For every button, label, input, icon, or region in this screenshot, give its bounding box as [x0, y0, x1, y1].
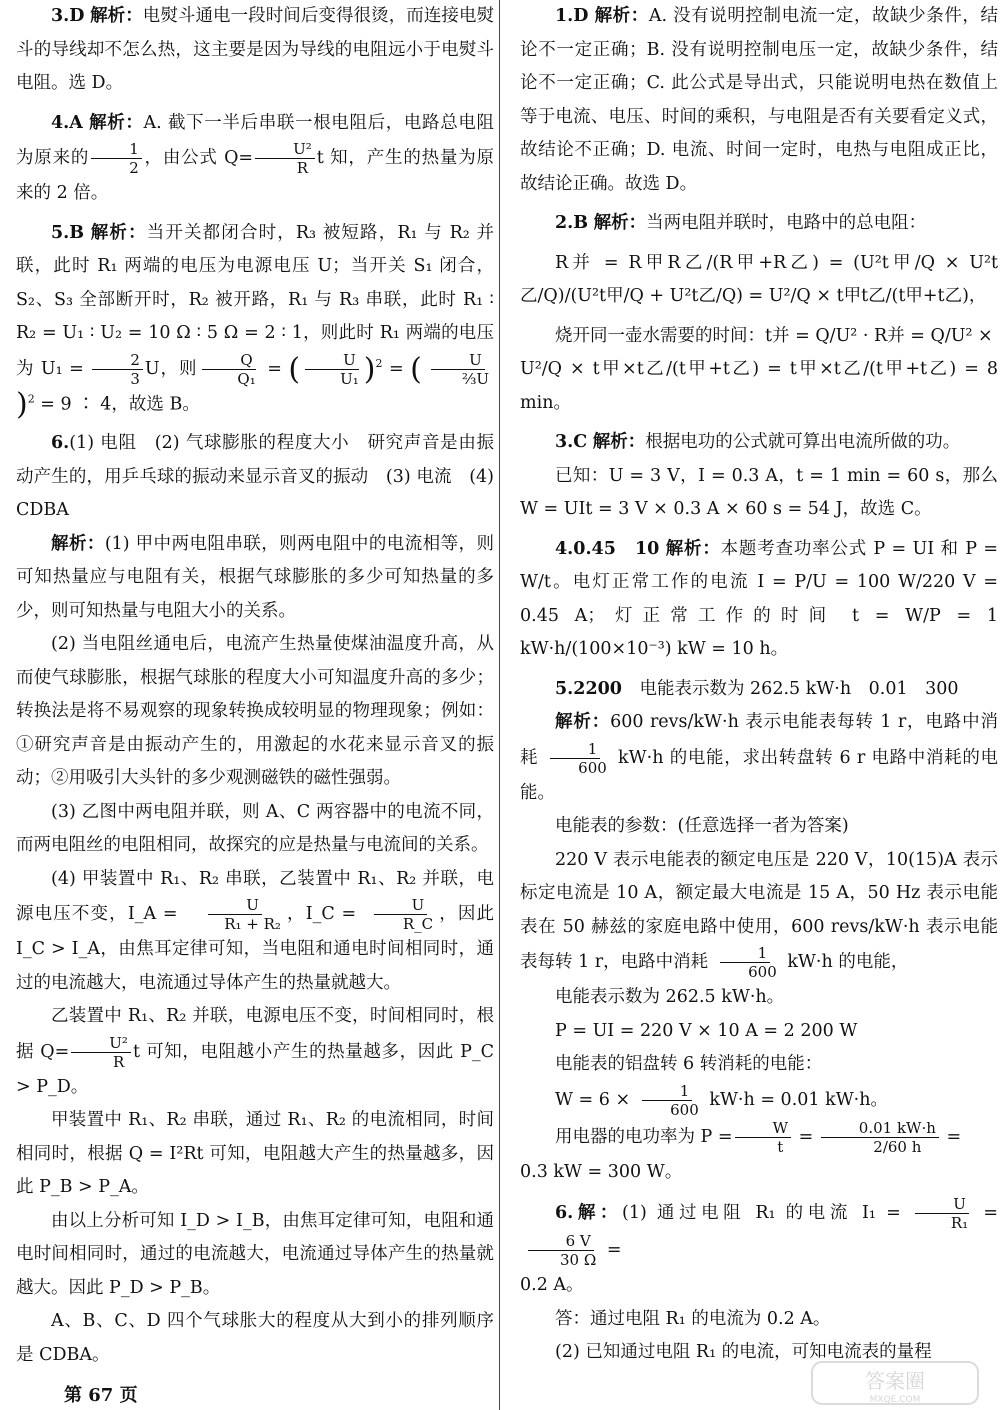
column-divider — [499, 0, 500, 1410]
q3r-text-2: 已知：U = 3 V，I = 0.3 A，t = 1 min = 60 s，那么 W = UIt = 3 V × 0.3 A × 60 s = 54 J，故选 C。 — [520, 465, 998, 519]
fraction — [540, 740, 610, 777]
right-column — [520, 0, 998, 1370]
left-q6 — [16, 427, 494, 528]
frac-den: Q₁ — [237, 369, 256, 388]
q6r-text-5: 答：通过电阻 R₁ 的电流为 0.2 A。 — [555, 1308, 831, 1329]
q5r-text-13: = — [940, 1126, 962, 1147]
a1-text: (1) 甲中两电阻串联，则两电阻中的电流相等，则可知热量应与电阻有关，根据气球膨胀的多少可知热量的多少，则可知热量与电阻大小的关系。 — [16, 533, 494, 621]
q5r-text-8: 电能表的铝盘转 6 转消耗的电能： — [555, 1054, 823, 1074]
fraction — [199, 351, 258, 388]
paren: ( — [410, 351, 422, 387]
a5-text-1: 乙装置中 R₁、R₂ 并联，电源电压不变，时间相同时，根据 Q= — [16, 1006, 494, 1062]
q4-text-1: A. 截下一半后串联一根电阻后，电路总电阻为原来的 — [16, 112, 494, 168]
right-q1 — [520, 0, 998, 201]
frac-den: t — [777, 1137, 784, 1156]
q5r-text-2: kW·h 的电能，求出转盘转 6 r 电路中消耗的电能。 — [520, 747, 998, 803]
fraction — [710, 944, 780, 981]
right-q4 — [520, 533, 998, 667]
right-q5 — [520, 673, 998, 707]
q5r-answer: 电能表示数为 262.5 kW·h 0.01 300 — [639, 678, 959, 699]
left-a3: (3) 乙图中两电阻并联，则 A、C 两容器中的电流不同，而两电阻丝的电阻相同，故探究的应是热量与电流间的关系。 — [16, 801, 494, 856]
q2-label: 解析： — [593, 213, 647, 233]
q2-text-2: 烧开同一壶水需要的时间：t并 = Q/U² · R并 = Q/U² × — [555, 325, 993, 346]
q6r-text-1: (1) 通过电阻 R₁ 的电流 I₁ = — [622, 1203, 911, 1223]
q5r-text-6: 电能表示数为 262.5 kW·h。 — [555, 987, 785, 1007]
q5r-text-9: W = 6 × — [555, 1089, 631, 1110]
q4-text-3: t 知，产生的热量为原来的 2 倍。 — [16, 148, 495, 203]
q5-text-1: 当开关都闭合时，R₃ 被短路，R₁ 与 R₂ 并联，此时 R₁ 两端的电压为电源电压 U；当开关 S₁ 闭合，S₂、S₃ 全部断开时，R₂ 被开路，R₁ 与 R₃ 串联，此时 R₁ ∶ R₂ = U₁ ∶ U₂ = 10 Ω ∶ 5 Ω = 2 ∶ 1，则此时 R₁ 两端的电压为 U₁ = — [16, 222, 494, 379]
q5r-text-3: 电能表的参数：(任意选择一者为答案) — [555, 816, 849, 836]
frac-den: U₁ — [340, 369, 359, 388]
q5r-label: 解析： — [555, 712, 611, 732]
frac-den: R — [112, 1052, 125, 1071]
frac-num: U — [915, 1195, 969, 1214]
q4r-label: 解析： — [665, 538, 721, 559]
right-q2 — [520, 207, 998, 241]
right-q5-p — [520, 1119, 998, 1156]
left-a6: 甲装置中 R₁、R₂ 串联，通过 R₁、R₂ 的电流相同，时间相同时，根据 Q = I²Rt 可知，电阻越大产生的热量越多，因此 P_B > P_A。 — [16, 1110, 494, 1198]
paren: ) — [16, 386, 28, 422]
frac-den: R — [296, 159, 309, 177]
q3r-label: 解析： — [592, 432, 646, 452]
left-q5: 5.B 解析：当开关都闭合时，R₃ 被短路，R₁ 与 R₂ 并联，此时 R₁ 两端的电压为电源电压 U；当开关 S₁ 闭合，S₂、S₃ 全部断开时，R₂ 被开路，R₁ 与 R₃ 串联，此时 R₁ ∶ R₂ = U₁ ∶ U₂ = 10 Ω ∶ 5 Ω = 2 ∶ 1，则此时 R₁ 两端的电压为 U₁ = $\frac{2}{3}$ U，则 $\frac{Q}{\text{Q₁}}$ = ( $\frac{U}{\text{U₁}}$ )$^2$ = ( $\frac{U}{\text{⅔U}}$ )$^2$ = 9 ∶ 4，故选 B。 — [16, 222, 494, 422]
fraction — [735, 1119, 791, 1156]
q5r-text-14: 0.3 kW = 300 W。 — [520, 1161, 683, 1182]
right-q6 — [520, 1195, 998, 1269]
frac-den: R₁ + R₂ — [224, 915, 281, 934]
left-q3 — [16, 0, 494, 101]
q2-text: 当两电阻并联时，电路中的总电阻： — [646, 213, 927, 233]
q6-answer: (1) 电阻 (2) 气球膨胀的程度大小 研究声音是由振动产生的，用乒乓球的振动来显示音叉的振动 (3) 电流 (4) CDBA — [16, 433, 494, 521]
a4-text-2: ，I_C = — [285, 904, 363, 925]
frac-num: U — [208, 896, 262, 915]
fraction — [255, 140, 315, 177]
fraction — [186, 896, 284, 933]
right-q5-analysis — [520, 706, 998, 810]
a4-text-1: (4) 甲装置中 R₁、R₂ 串联，乙装置中 R₁、R₂ 并联，电源电压不变，I_A = — [16, 868, 494, 925]
q5-text-5: 9 ∶ 4，故选 B。 — [60, 393, 200, 414]
left-a1 — [16, 528, 494, 629]
frac-num: U — [374, 896, 428, 915]
left-column — [16, 0, 494, 1372]
frac-num: 1 — [550, 740, 601, 759]
q3-label: 解析： — [90, 6, 143, 26]
q5-text-4: = — [382, 358, 411, 379]
frac-den: 600 — [578, 758, 607, 777]
q5r-text-11: 用电器的电功率为 P = — [555, 1126, 733, 1147]
paren: ( — [288, 351, 301, 387]
q4-number: 4.A — [51, 112, 83, 133]
frac-den: 2/60 h — [873, 1137, 922, 1156]
watermark-text: 答案圈 — [865, 1369, 925, 1393]
paren: ) — [363, 351, 376, 387]
q5r-text-1: 600 revs/kW·h 表示电能表每转 1 r，电路中消耗 — [520, 712, 999, 768]
frac-den: R₁ — [950, 1214, 969, 1232]
q1-label: 解析： — [594, 6, 649, 26]
frac-den: R_C — [402, 915, 434, 934]
q2-equation-2: U²/Q × t甲×t乙/(t甲+t乙) = t甲×t乙/(t甲+t乙) = 8 min。 — [520, 359, 998, 413]
frac-den: 600 — [670, 1100, 699, 1119]
watermark-logo — [810, 1358, 980, 1408]
q6r-number: 6. — [555, 1203, 574, 1223]
q5r-text-10: kW·h = 0.01 kW·h。 — [703, 1089, 889, 1110]
frac-num: U² — [71, 1034, 131, 1053]
left-a5 — [16, 1000, 494, 1104]
a1-label: 解析： — [51, 533, 105, 554]
frac-den: 3 — [130, 369, 140, 388]
fraction — [91, 140, 142, 177]
frac-num: Q — [202, 351, 255, 370]
q3r-number: 3.C — [555, 432, 588, 452]
frac-num: 2 — [92, 351, 143, 370]
q6-number: 6. — [51, 433, 70, 454]
q5r-text-4: 220 V 表示电能表的额定电压是 220 V，10(15)A 表示标定电流是 10 A，额定最大电流是 15 A，50 Hz 表示电能表在 50 赫兹的家庭电路中使用，600 revs/kW·h 表示电能表每转 1 r，电路中消耗 — [520, 849, 998, 972]
q3-text: 电熨斗通电一段时间后变得很烫，而连接电熨斗的导线却不怎么热，这主要是因为导线的电阻远小于电熨斗电阻。选 D。 — [16, 6, 495, 93]
q5r-text-5: kW·h 的电能， — [781, 952, 909, 972]
frac-num: U — [431, 351, 485, 370]
fraction — [913, 1195, 971, 1232]
fraction — [365, 896, 436, 933]
fraction — [71, 1034, 131, 1071]
a4-text-3: ，因此 I_C > I_A，由焦耳定律可知，当电阻和通电时间相同时，通过的电流越大，电流通过导体产生的热量就越大。 — [16, 904, 495, 993]
q6r-text-2: = — [973, 1203, 999, 1223]
q6r-label: 解： — [573, 1203, 622, 1223]
frac-num: 1 — [720, 944, 771, 963]
watermark-sub: MXQE.COM — [869, 1395, 921, 1405]
right-q5-t4 — [520, 844, 998, 982]
frac-num: 1 — [91, 140, 142, 159]
q1-text: A. 没有说明控制电流一定，故缺少条件，结论不一定正确；B. 没有说明控制电压一定，故缺少条件，结论不一定正确；C. 此公式是导出式，只能说明电热在数值上等于电流、电压、时间的乘积，与电阻是否有关要看定义式，故结论不正确；D. 电流、时间一定时，电热与电阻成正比，故结论正确。故选 D。 — [520, 6, 998, 194]
q6r-text-4: 0.2 A。 — [520, 1275, 584, 1295]
frac-num: 0.01 kW·h — [821, 1119, 939, 1138]
frac-num: U² — [255, 140, 315, 159]
q5-label: 解析： — [90, 222, 147, 243]
q3r-text: 根据电功的公式就可算出电流所做的功。 — [645, 432, 961, 452]
q5-number: 5.B — [51, 222, 85, 243]
q5-text-2: U，则 — [144, 358, 198, 379]
left-a7: 由以上分析可知 I_D > I_B，由焦耳定律可知，电阻和通电时间相同时，通过的电流越大，电流通过导体产生的热量就越大。因此 P_D > P_B。 — [16, 1210, 494, 1298]
frac-num: W — [735, 1119, 791, 1138]
fraction — [821, 1119, 939, 1156]
q5-text-3: = — [260, 358, 289, 379]
q5r-number: 5.2200 — [555, 678, 622, 699]
q4r-number: 4.0.45 10 — [555, 538, 660, 559]
q5r-text-7: P = UI = 220 V × 10 A = 2 200 W — [555, 1020, 858, 1041]
a5-text-2: t 可知，电阻越小产生的热量越多，因此 P_C > P_D。 — [16, 1041, 494, 1097]
frac-den: ⅔U — [461, 369, 489, 388]
frac-num: 6 V — [528, 1232, 594, 1251]
q6r-text-6: (2) 已知通过电阻 R₁ 的电流，可知电流表的量程 — [555, 1342, 932, 1362]
left-a2: (2) 当电阻丝通电后，电流产生热量使煤油温度升高，从而使气球膨胀，根据气球胀的程度大小可知温度升高的多少；转换法是将不易观察的现象转换成较明显的物理现象；例如：①研究声音是由振动产生的，用激起的水花来显示音叉的振动；②用吸引大头针的多少观测磁铁的磁性强弱。 — [16, 634, 494, 789]
page-number: 第 67 页 — [64, 1385, 138, 1406]
frac-num: U — [305, 351, 359, 370]
frac-num: 1 — [642, 1082, 693, 1101]
fraction — [92, 351, 143, 388]
frac-den: 30 Ω — [560, 1251, 597, 1269]
fraction — [632, 1082, 702, 1119]
left-a8: A、B、C、D 四个气球胀大的程度从大到小的排列顺序是 CDBA。 — [16, 1311, 494, 1365]
frac-den: 2 — [129, 159, 139, 177]
q2-equation-1: R并 = R甲R乙/(R甲+R乙) = (U²t甲/Q × U²t乙/Q)/(U²t甲/Q + U²t乙/Q) = U²/Q × t甲t乙/(t甲+t乙)， — [520, 252, 998, 306]
q1-number: 1.D — [555, 6, 589, 26]
frac-den: 600 — [748, 963, 777, 981]
fraction — [302, 351, 362, 388]
q6r-text-3: = — [601, 1240, 622, 1260]
q5r-text-12: = — [793, 1126, 819, 1147]
fraction — [522, 1232, 599, 1269]
right-q5-w — [520, 1082, 998, 1119]
left-q4 — [16, 107, 494, 211]
fraction — [424, 351, 492, 388]
q3-number: 3.D — [51, 6, 85, 26]
q4-text-2: ，由公式 Q= — [143, 148, 254, 168]
left-a4 — [16, 863, 494, 1001]
right-q3 — [520, 426, 998, 460]
q2-number: 2.B — [555, 213, 589, 233]
q4-label: 解析： — [89, 112, 144, 133]
q4r-text: 本题考查功率公式 P = UI 和 P = W/t。电灯正常工作的电流 I = P/U = 100 W/220 V = 0.45 A；灯正常工作的时间 t = W/P = 1 kW·h/(100×10⁻³) kW = 10 h。 — [520, 538, 999, 659]
